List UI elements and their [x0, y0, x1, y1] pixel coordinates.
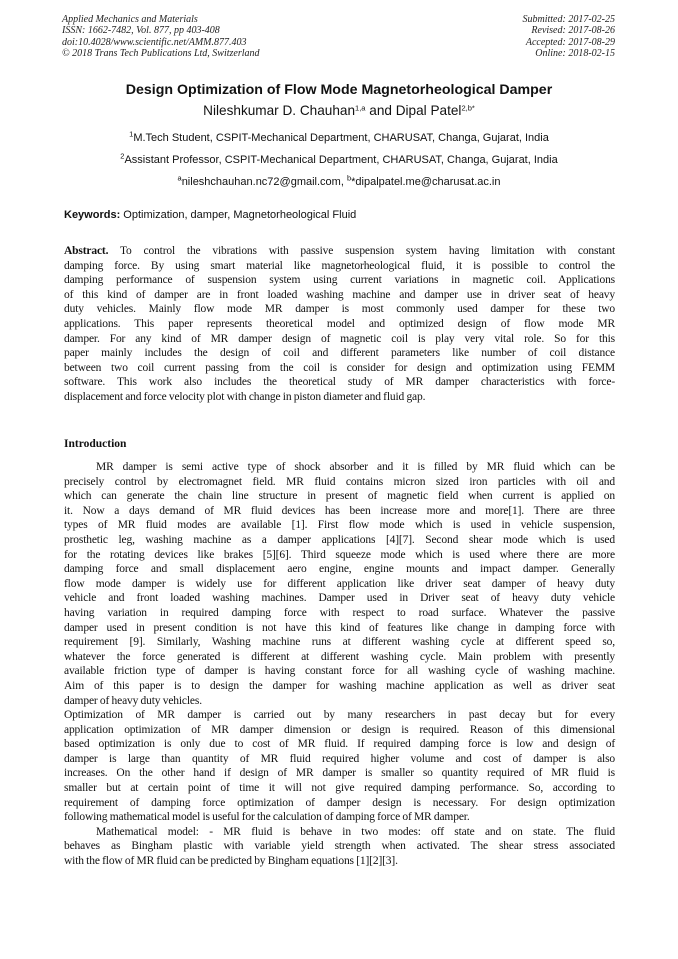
intro-line: based optimization is only due to cost of MR fluid. If required damping force is low and design of — [64, 738, 615, 751]
intro-line: following mathematical model is useful for the calculation of damping force of MR damper. — [64, 811, 470, 824]
intro-line: application optimization of MR damper dimension or design is required. Reason of this dimensional — [64, 723, 615, 736]
author-2: Dipal Patel — [395, 103, 462, 118]
affiliation-2 — [0, 151, 678, 167]
affiliation-1 — [0, 129, 678, 145]
intro-line: behaves as Bingham plastic with variable yield strength when activated. The shear stress associated — [64, 840, 615, 853]
issn-volume: ISSN: 1662-7482, Vol. 877, pp 403-408 — [62, 25, 220, 37]
intro-line: precisely control by electromagnet field. MR fluid contains micron sized iron particles with oil and — [64, 475, 615, 488]
intro-line: requirement [9]. Similarly, Washing machine runs at different washing cycle at different speed so, — [64, 636, 615, 649]
intro-line: which can generate the chain line structure in present of magnetic field when current is applied on — [64, 490, 615, 503]
revised-date: Revised: 2017-08-26 — [531, 25, 615, 37]
intro-line: increases. On the other hand if design of MR damper is smaller so quantity required of MR fluid is — [64, 767, 615, 780]
email-b-marker: b — [346, 173, 352, 183]
affiliation-2-text: Assistant Professor, CSPIT-Mechanical Department, CHARUSAT, Changa, Gujarat, India — [124, 154, 558, 166]
affiliation-1-text: M.Tech Student, CSPIT-Mechanical Department, CHARUSAT, Changa, Gujarat, India — [133, 132, 549, 144]
intro-line: for the rotating devices like brakes [5][6]. Third squeeze mode which is used where there are more — [64, 548, 615, 561]
email-a-marker: a — [177, 173, 182, 183]
abstract-line: software. This work also includes the theoretical study of MR damper characteristics with force- — [64, 376, 615, 389]
author-emails — [0, 173, 678, 189]
abstract-text: To control the vibrations with passive suspension system having limitation with constant — [108, 245, 615, 257]
abstract-line: paper mainly includes the design of coil and different parameters like number of coil distance — [64, 347, 615, 360]
intro-line: damping force and small displacement aero engine, engine mounts and impact damper. Generally — [64, 563, 615, 576]
email-a[interactable]: nileshchauhan.nc72@gmail.com, — [181, 176, 347, 188]
author-1: Nileshkumar D. Chauhan — [203, 103, 356, 118]
email-b[interactable]: *dipalpatel.me@charusat.ac.in — [351, 176, 501, 188]
intro-line: flow mode damper is widely use for different application like driver seat damper of heavy duty — [64, 577, 615, 590]
abstract-label: Abstract. — [64, 245, 109, 257]
abstract-line: between two coil current passing from the coil is consider for design and optimization using FEMM — [64, 361, 615, 374]
intro-line: vehicle and front loaded washing machines. Damper used in Driver seat of heavy duty vehicle — [64, 592, 615, 605]
intro-line: smaller but at certain point of time it will not give required damping performance. So, according to — [64, 782, 615, 795]
abstract-line: damper. For any kind of MR damper design of magnetic coil is play very vital role. So for this — [64, 332, 615, 345]
author-and: and — [365, 103, 396, 118]
abstract-line: damping performance of suspension system using current variations in magnetic coil. Applications — [64, 274, 615, 287]
journal-name: Applied Mechanics and Materials — [62, 14, 198, 25]
intro-line: requirement of damping force optimization of damper design is necessary. For design optimization — [64, 796, 615, 809]
author-line — [0, 102, 678, 119]
abstract-line: damping force. By using smart material like magnetorheological fluid, it is possible to control the — [64, 259, 615, 272]
intro-line: types of MR fluid modes are available [1]. First flow mode which is used in vehicle suspension, — [64, 519, 615, 532]
abstract-line: of this kind of damper are in front loaded washing machine and damper use in driver seat of heavy — [64, 288, 615, 301]
intro-line: available friction type of damper is having constant force for all washing cycle of washing machine. — [64, 665, 615, 678]
keywords-label: Keywords: — [64, 209, 121, 221]
intro-line: having variation in required damping force with respect to road surface. Whatever the passive — [64, 606, 615, 619]
abstract-line: applications. This paper represents theoretical model and optimized design of flow mode MR — [64, 317, 615, 330]
abstract-line: duty vehicles. Mainly flow mode MR damper is most commonly used damper for these two — [64, 303, 615, 316]
paper-title: Design Optimization of Flow Mode Magnetorheological Damper — [125, 82, 553, 98]
keywords-text: Optimization, damper, Magnetorheological Fluid — [120, 209, 357, 221]
intro-line: whatever the force generated is different at different washing cycle. Main problem with presently — [64, 650, 615, 663]
publication-dates — [523, 14, 616, 59]
intro-line: with the flow of MR fluid can be predicted by Bingham equations [1][2][3]. — [64, 855, 398, 868]
section-heading-introduction: Introduction — [64, 438, 127, 450]
author-1-affil: 1,a — [355, 103, 366, 113]
submitted-date: Submitted: 2017-02-25 — [522, 14, 615, 25]
abstract-line: displacement and force velocity plot with change in piston diameter and fluid gap. — [64, 390, 426, 403]
intro-line: it. Now a days demand of MR fluid devices has been increase more and more[1]. There are three — [64, 504, 615, 517]
intro-line: damper of heavy duty vehicles. — [64, 694, 202, 707]
keywords — [64, 209, 356, 222]
journal-info — [62, 14, 260, 59]
accepted-date: Accepted: 2017-08-29 — [525, 36, 615, 48]
intro-line: Mathematical model: - MR fluid is behave in two modes: off state and on state. The fluid — [96, 825, 615, 838]
intro-line: Optimization of MR damper is carried out by many researchers in past decay but for every — [64, 709, 615, 722]
author-2-affil: 2,b* — [461, 103, 475, 113]
copyright: © 2018 Trans Tech Publications Ltd, Switzerland — [62, 47, 260, 59]
intro-line: damper is large than quantity of MR fluid required higher volume and cost of damper is also — [64, 752, 615, 765]
abstract-line — [64, 244, 615, 259]
affiliation-1-marker: 1 — [129, 129, 134, 139]
affiliation-2-marker: 2 — [120, 151, 125, 161]
intro-line: MR damper is semi active type of shock absorber and it is filled by MR fluid which can be — [96, 461, 615, 473]
intro-line: prosthetic leg, washing machine as a damper applications [4][7]. Second shear mode which is used — [64, 533, 615, 546]
doi: doi:10.4028/www.scientific.net/AMM.877.403 — [62, 36, 247, 48]
introduction-body — [64, 460, 615, 869]
intro-line: Aim of this paper is to design the damper for washing machine application as well as driver seat — [64, 679, 615, 692]
intro-line: damper used in present condition is not have this kind of features like change in damping force with — [64, 621, 615, 634]
online-date: Online: 2018-02-15 — [535, 47, 615, 59]
abstract — [64, 244, 615, 405]
